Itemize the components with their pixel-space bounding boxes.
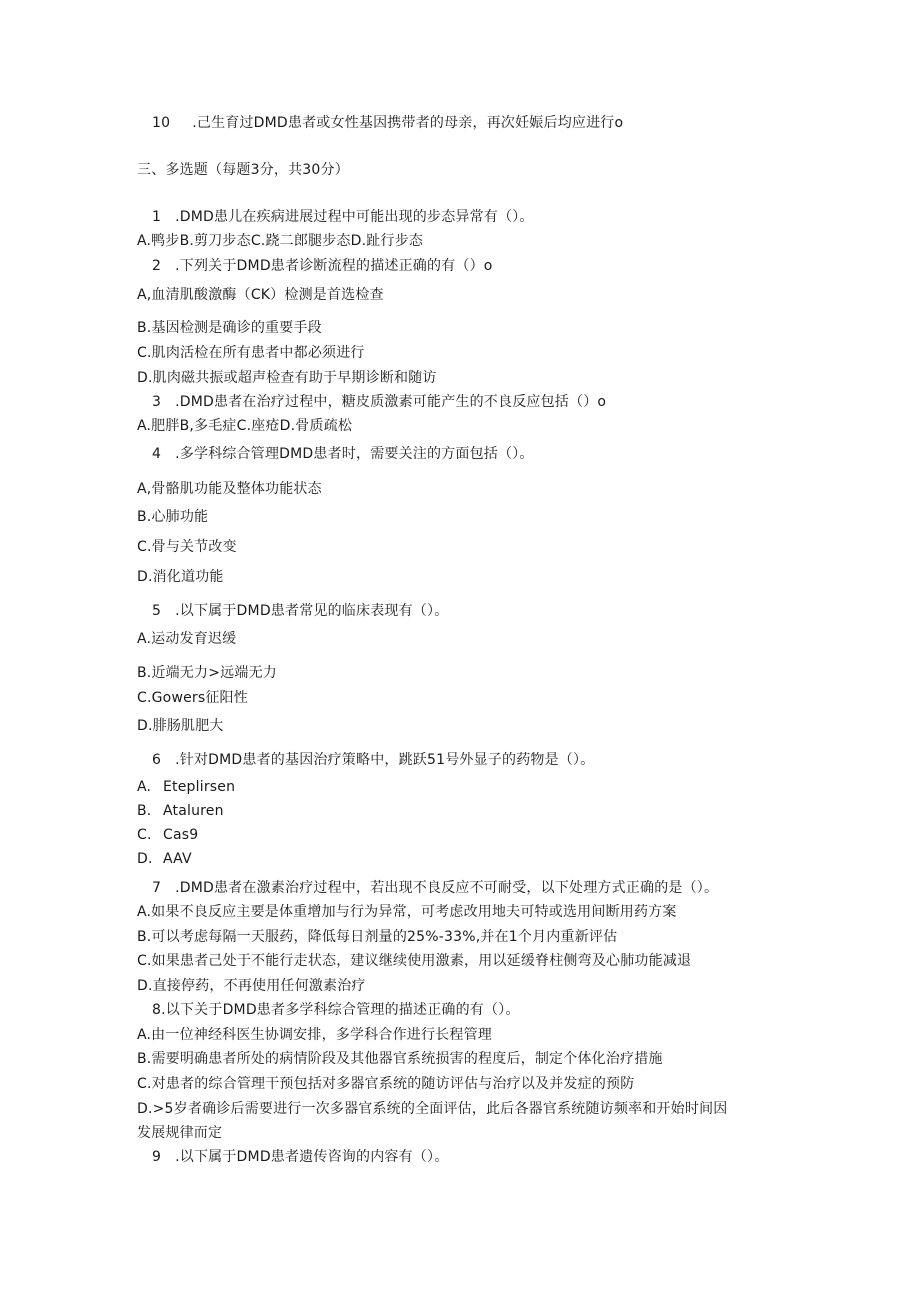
option-line: A.鸭步B.剪刀步态C.跷二郎腿步态D.趾行步态: [137, 233, 424, 249]
option-line: B.心肺功能: [137, 509, 209, 525]
option-line: A.如果不良反应主要是体重增加与行为异常，可考虑改用地夫可特或选用间断用药方案: [137, 904, 677, 920]
question-stem: .DMD患者在激素治疗过程中，若出现不良反应不可耐受，以下处理方式正确的是（）。: [175, 880, 719, 896]
option-text: Cas9: [163, 827, 199, 843]
question-stem: .以下属于DMD患者遗传咨询的内容有（）。: [175, 1149, 449, 1165]
option-line: D.消化道功能: [137, 569, 224, 585]
option-line: B.近端无力>远端无力: [137, 665, 277, 681]
question-number: 4: [152, 446, 162, 462]
question-number: 9: [152, 1149, 162, 1165]
question-8: [152, 1000, 520, 1020]
option-line: D.直接停药，不再使用任何激素治疗: [137, 978, 366, 994]
option-line: D.腓肠肌肥大: [137, 718, 224, 734]
option-line: [137, 825, 198, 845]
option-line: [137, 801, 224, 821]
question-number: 6: [152, 752, 162, 768]
option-line: [137, 777, 235, 797]
option-line: D.肌肉磁共振或超声检查有助于早期诊断和随访: [137, 370, 437, 386]
question-stem: 以下关于DMD患者多学科综合管理的描述正确的有（）。: [165, 1002, 520, 1018]
option-line: [137, 849, 192, 869]
question-2: [152, 256, 493, 276]
question-4: [152, 444, 534, 464]
option-line: B.可以考虑每隔一天服药，降低每日剂量的25%-33%,并在1个月内重新评估: [137, 929, 618, 945]
section-title: 三、多选题（每题3分，共30分）: [137, 162, 349, 178]
question-stem: .下列关于DMD患者诊断流程的描述正确的有（）o: [175, 258, 493, 274]
question-1: [152, 207, 534, 227]
question-7: [152, 878, 718, 898]
question-number: 5: [152, 603, 162, 619]
option-text: Ataluren: [163, 803, 224, 819]
question-number: 1: [152, 209, 162, 225]
question-stem: .以下属于DMD患者常见的临床表现有（）。: [175, 603, 449, 619]
option-letter: B.: [137, 803, 152, 819]
question-10: [152, 113, 623, 133]
option-letter: D.: [137, 851, 153, 867]
option-line: C.对患者的综合管理干预包括对多器官系统的随访评估与治疗以及并发症的预防: [137, 1076, 635, 1092]
option-line: C.如果患者己处于不能行走状态，建议继续使用激素，用以延缓脊柱侧弯及心肺功能减退: [137, 953, 692, 969]
option-line: D.>5岁者确诊后需要进行一次多器官系统的全面评估，此后各器官系统随访频率和开始时间因: [137, 1101, 728, 1117]
option-line: A.肥胖B,多毛症C.座疮D.骨质疏松: [137, 418, 353, 434]
option-line: B.需要明确患者所处的病情阶段及其他器官系统损害的程度后，制定个体化治疗措施: [137, 1051, 663, 1067]
option-line: A.由一位神经科医生协调安排，多学科合作进行长程管理: [137, 1027, 492, 1043]
question-number: 8.: [152, 1002, 166, 1018]
question-9: [152, 1147, 448, 1167]
option-line: A,血清肌酸激酶（CK）检测是首选检查: [137, 287, 384, 303]
question-number: 7: [152, 880, 162, 896]
option-line: 发展规律而定: [137, 1125, 223, 1141]
question-number: 10: [152, 115, 171, 131]
question-number: 2: [152, 258, 162, 274]
option-text: Eteplirsen: [163, 779, 236, 795]
question-stem: .己生育过DMD患者或女性基因携带者的母亲，再次妊娠后均应进行o: [192, 115, 624, 131]
option-letter: C.: [137, 827, 152, 843]
option-line: C.骨与关节改变: [137, 539, 237, 555]
option-letter: A.: [137, 779, 152, 795]
question-stem: .DMD患儿在疾病进展过程中可能出现的步态异常有（）。: [175, 209, 534, 225]
option-line: A.运动发育迟缓: [137, 631, 237, 647]
option-line: A,骨骼肌功能及整体功能状态: [137, 481, 322, 497]
question-3: [152, 392, 606, 412]
question-6: [152, 750, 594, 770]
option-text: AAV: [163, 851, 192, 867]
question-5: [152, 601, 448, 621]
question-stem: .针对DMD患者的基因治疗策略中，跳跃51号外显子的药物是（）。: [175, 752, 595, 768]
option-line: B.基因检测是确诊的重要手段: [137, 320, 322, 336]
option-line: C.Gowers征阳性: [137, 690, 248, 706]
question-number: 3: [152, 394, 162, 410]
question-stem: .DMD患者在治疗过程中，糖皮质激素可能产生的不良反应包括（）o: [175, 394, 607, 410]
option-line: C.肌肉活检在所有患者中都必须进行: [137, 345, 365, 361]
question-stem: .多学科综合管理DMD患者时，需要关注的方面包括（）。: [175, 446, 534, 462]
